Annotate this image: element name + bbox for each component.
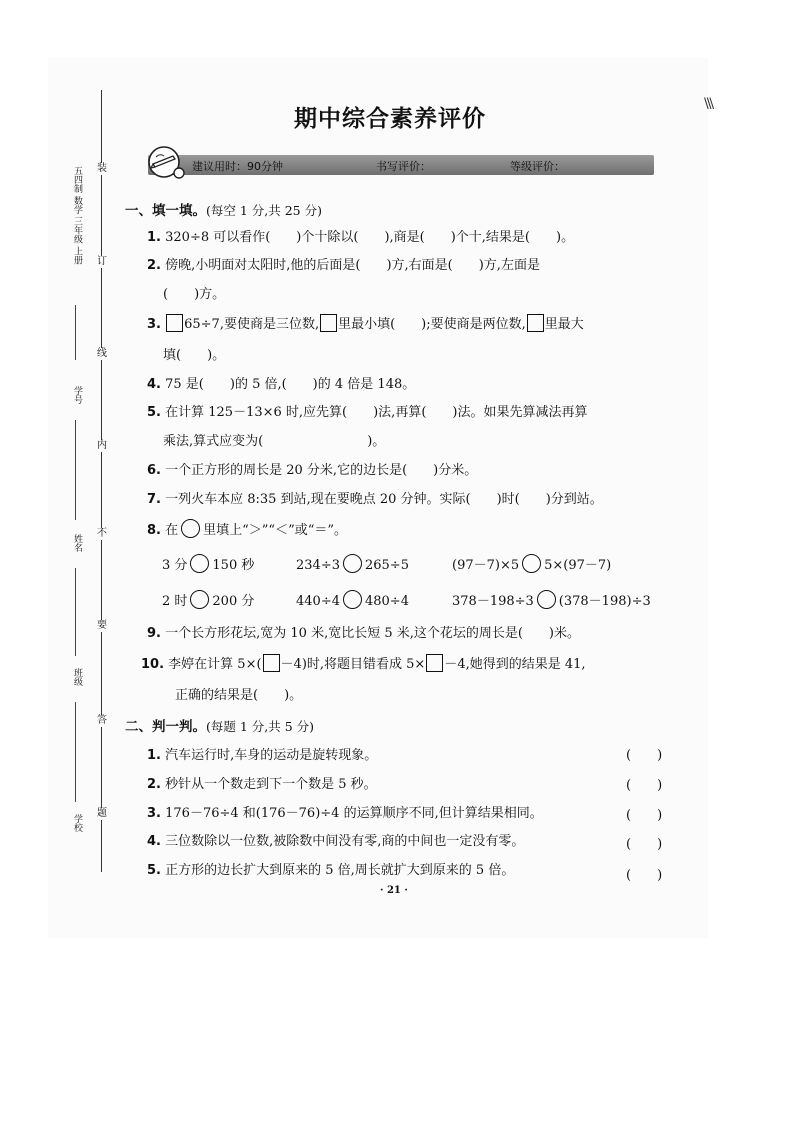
question-text: －4,她得到的结果是 41, [444,657,586,672]
answer-parens[interactable]: ( ) [626,808,663,823]
question-text: 65÷7,要使商是三位数, [184,317,320,332]
compare-left: 3 分 [162,558,188,573]
question-3 [147,313,584,332]
answer-box[interactable] [320,314,337,332]
question-text: 里最大 [544,317,584,332]
compare-right: 200 分 [212,594,255,609]
question-4 [147,373,415,392]
answer-box[interactable] [527,314,544,332]
judge-item [147,773,377,792]
compare-row-2 [296,590,409,609]
question-number: 3. [147,806,161,821]
compare-right: 480÷4 [364,594,409,609]
compare-left: (97－7)×5 [452,558,520,573]
binding-char: 不 [97,528,107,539]
compare-right: (378－198)÷3 [558,594,651,609]
judge-text: 汽车运行时,车身的运动是旋转现象。 [165,748,378,763]
section-fill-note: (每空 1 分,共 25 分) [206,203,322,218]
question-number: 4. [147,834,161,849]
compare-right: 150 秒 [212,558,255,573]
question-text: 320÷8 可以看作( )个十除以( ),商是( )个十,结果是( )。 [165,230,575,245]
info-bar [148,155,654,175]
compare-row-1 [162,554,254,573]
compare-row-2 [162,590,254,609]
judge-text: 秒针从一个数走到下一个数是 5 秒。 [165,777,377,792]
judge-item [147,802,543,821]
compare-row-1 [296,554,409,573]
question-number: 2. [147,777,161,792]
question-5-cont: 乘法,算式应变为( )。 [163,434,386,449]
question-7 [147,488,603,507]
question-1 [147,226,574,245]
compare-circle[interactable] [343,590,362,609]
question-text: 里最小填( );要使商是两位数, [338,317,526,332]
question-text: 在 [165,523,179,538]
question-text: 李婷在计算 5×( [168,657,262,672]
question-text: 傍晚,小明面对太阳时,他的后面是( )方,右面是( )方,左面是 [165,258,540,273]
compare-left: 2 时 [162,594,188,609]
binding-char: 订 [97,256,107,267]
question-number: 4. [147,377,161,392]
answer-box[interactable] [263,654,280,672]
question-3-cont: 填( )。 [163,348,226,363]
page-number: · 21 · [380,885,408,896]
section-judge-note: (每题 1 分,共 5 分) [206,719,315,734]
compare-right: 5×(97－7) [544,558,612,573]
binding-char: 题 [97,808,107,819]
course-label: 五四制 数学 三年级 上册 [72,165,82,265]
compare-row-1 [452,554,611,573]
school-label: 学校 [72,814,82,832]
question-text: 在计算 125－13×6 时,应先算( )法,再算( )法。如果先算减法再算 [165,405,588,420]
section-fill-title: 一、填一填。 [125,203,206,219]
binding-line [101,90,102,872]
binding-char: 装 [97,163,107,174]
question-text: 75 是( )的 5 倍,( )的 4 倍是 148。 [165,377,416,392]
question-number: 8. [147,523,161,538]
question-text: 一个正方形的周长是 20 分米,它的边长是( )分米。 [165,463,478,478]
class-label: 班级 [72,668,82,686]
question-text: 里填上“＞”“＜”或“＝”。 [203,523,348,538]
question-text: 一列火车本应 8:35 到站,现在要晚点 20 分钟。实际( )时( )分到站。 [165,492,603,507]
section-fill-heading [125,199,322,219]
question-number: 6. [147,463,161,478]
binding-char: 线 [97,348,107,359]
question-number: 1. [147,230,161,245]
compare-circle[interactable] [537,590,556,609]
question-number: 10. [141,657,165,672]
answer-box[interactable] [166,314,183,332]
compare-row-2 [452,590,651,609]
binding-char: 答 [97,715,107,726]
compare-left: 378－198÷3 [452,594,534,609]
grade-evaluation: 等级评价： [510,160,565,173]
class-rule [75,568,76,656]
judge-text: 176－76÷4 和(176－76)÷4 的运算顺序不同,但计算结果相同。 [165,806,543,821]
page-title: 期中综合素养评价 [294,106,486,132]
suggested-time: 建议用时：90分钟 [192,160,283,173]
judge-item [147,744,377,763]
corner-mark: \\\ [704,96,713,112]
question-8 [147,519,347,538]
question-number: 9. [147,626,161,641]
compare-circle[interactable] [190,554,209,573]
answer-parens[interactable]: ( ) [626,837,663,852]
compare-circle[interactable] [343,554,362,573]
compare-circle[interactable] [522,554,541,573]
name-rule [75,420,76,520]
pencil-badge-icon [146,145,186,181]
name-label: 姓名 [72,534,82,552]
question-text: 一个长方形花坛,宽为 10 米,宽比长短 5 米,这个花坛的周长是( )米。 [165,626,581,641]
question-number: 3. [147,317,161,332]
compare-left: 440÷4 [296,594,340,609]
compare-circle[interactable] [190,590,209,609]
binding-char: 要 [97,620,107,631]
answer-parens[interactable]: ( ) [626,868,663,883]
compare-right: 265÷5 [364,558,409,573]
question-5 [147,401,587,420]
question-10 [141,653,586,672]
answer-parens[interactable]: ( ) [626,778,663,793]
question-9 [147,622,580,641]
question-number: 2. [147,258,161,273]
circle-icon [181,519,200,538]
compare-left: 234÷3 [296,558,340,573]
question-number: 7. [147,492,161,507]
judge-item [147,830,524,849]
question-6 [147,459,477,478]
question-number: 5. [147,405,161,420]
question-2-cont: ( )方。 [163,287,226,302]
student-id-label: 学号 [72,386,82,404]
question-number: 1. [147,748,161,763]
question-number: 5. [147,863,161,878]
question-2 [147,254,540,273]
student-id-rule [75,305,76,360]
answer-box[interactable] [426,654,443,672]
judge-text: 正方形的边长扩大到原来的 5 倍,周长就扩大到原来的 5 倍。 [165,863,515,878]
writing-evaluation: 书写评价： [376,160,431,173]
judge-item [147,859,514,878]
question-text: －4)时,将题目错看成 5× [280,657,426,672]
section-judge-heading [125,715,314,735]
section-judge-title: 二、判一判。 [125,719,206,735]
answer-parens[interactable]: ( ) [626,748,663,763]
judge-text: 三位数除以一位数,被除数中间没有零,商的中间也一定没有零。 [165,834,525,849]
binding-char: 内 [97,440,107,451]
question-10-cont: 正确的结果是( )。 [175,688,303,703]
school-rule [75,702,76,802]
